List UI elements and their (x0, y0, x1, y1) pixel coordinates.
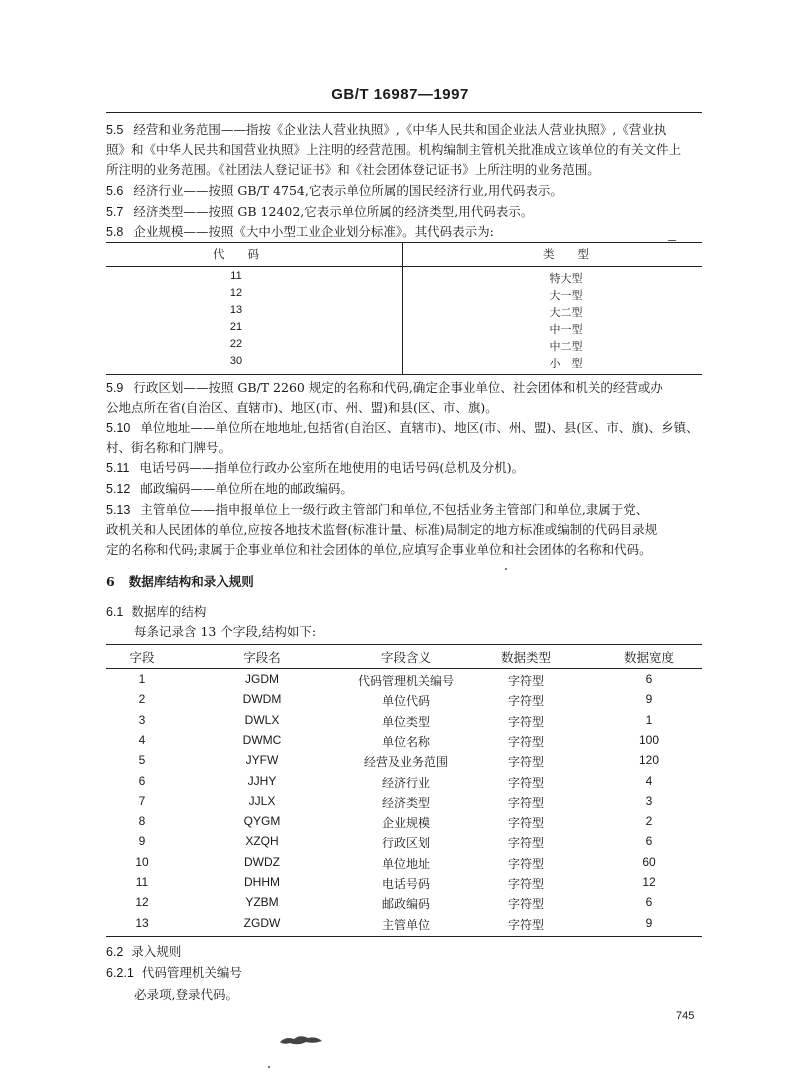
table-header-field-name: 字段名 (243, 651, 281, 665)
table-cell: JGDM (245, 672, 279, 686)
table-row (106, 875, 702, 895)
table-cell: JYFW (245, 753, 279, 768)
table-cell: DWDZ (244, 854, 280, 869)
subsection-title: 代码管理机关编号 (141, 965, 242, 980)
table-header-data-width: 数据宽度 (623, 651, 674, 665)
clause-text-line: 照》和《中华人民共和国营业执照》上注明的经营范围。机构编制主管机关批准成立该单位的有关文件上 (106, 142, 682, 157)
clause-text-line: 企业规模——按照《大中小型工业企业划分标准》。其代码表示为: (133, 224, 494, 239)
table-cell: 1 (645, 712, 653, 727)
table-row (106, 916, 702, 936)
clause-text-line: 村、街名称和门牌号。 (106, 440, 232, 455)
page-number: 745 (676, 1010, 695, 1022)
clause-5-10 (106, 418, 710, 458)
table-cell: 中一型 (549, 323, 583, 336)
table-row (106, 895, 702, 915)
clause-text-line: 行政区划——按照 GB/T 2260 规定的名称和代码,确定企事业单位、社会团体和机关的经营或办 (133, 380, 663, 395)
table-cell: 企业规模 (381, 816, 430, 831)
fields-intro-text: 每条记录含 13 个字段,结构如下: (134, 624, 317, 639)
table-row (106, 355, 702, 373)
clause-text-line: 邮政编码——单位所在地的邮政编码。 (140, 481, 353, 496)
table-cell: 4 (138, 732, 146, 747)
table-row (106, 794, 702, 814)
table-cell: YZBM (245, 895, 279, 910)
table-cell: 100 (638, 732, 660, 747)
table-cell: 6 (138, 773, 146, 788)
clause-number: 5.6 (106, 184, 124, 198)
table-cell: 字符型 (507, 836, 544, 851)
clause-text-line: 经济类型——按照 GB 12402,它表示单位所属的经济类型,用代码表示。 (133, 204, 534, 219)
table-cell: 2 (645, 814, 653, 829)
table-row (106, 692, 702, 712)
clause-text-line: 电话号码——指单位行政办公室所在地使用的电话号码(总机及分机)。 (139, 460, 525, 475)
table-cell: QYGM (243, 814, 281, 829)
table-cell: 经济行业 (381, 775, 430, 790)
table-cell: 6 (645, 672, 653, 686)
table-rule (106, 374, 702, 375)
table-rule (106, 668, 702, 669)
table-cell: 小 型 (549, 357, 583, 370)
section-title: 数据库结构和录入规则 (128, 574, 254, 589)
table-cell: JJLX (248, 793, 276, 808)
table-cell: 10 (135, 854, 149, 869)
scan-speck (505, 568, 507, 570)
clause-number: 5.8 (106, 225, 124, 239)
table-row (106, 304, 702, 322)
clause-text-line: 所注明的业务范围。《社团法人登记证书》和《社会团体登记证书》上所注明的业务范围。 (106, 162, 600, 177)
table-cell: 字符型 (507, 674, 544, 688)
table-cell: ZGDW (243, 915, 281, 930)
ink-blot-mark (276, 1030, 326, 1048)
subsection-title: 录入规则 (131, 944, 182, 959)
subsection-title: 数据库的结构 (131, 604, 207, 619)
scan-speck (668, 240, 676, 241)
table-header-data-type: 数据类型 (500, 650, 551, 665)
table-cell: 12 (229, 287, 243, 299)
clause-number: 5.13 (106, 503, 131, 517)
table-cell: 单位地址 (381, 856, 430, 871)
table-cell: 13 (135, 915, 149, 930)
clause-text-line: 经营和业务范围——指按《企业法人营业执照》,《中华人民共和国企业法人营业执照》,《营业执 (133, 122, 667, 137)
clause-text-line: 定的名称和代码;隶属于企事业单位和社会团体的单位,应填写企事业单位和社会团体的名称和代码。 (106, 542, 652, 557)
table-cell: 6 (645, 895, 653, 910)
table-cell: 22 (229, 338, 243, 350)
clause-5-9 (106, 378, 710, 418)
table-cell: 4 (645, 773, 653, 788)
table-cell: 中二型 (549, 340, 583, 353)
table-cell: 代码管理机关编号 (357, 674, 454, 688)
table-cell: 7 (138, 793, 146, 808)
table-rule (106, 266, 702, 267)
table-row (106, 855, 702, 875)
table-rule (106, 242, 702, 243)
clause-text-line: 公地点所在省(自治区、直辖市)、地区(市、州、盟)和县(区、市、旗)。 (106, 400, 498, 415)
table-row (106, 338, 702, 356)
table-cell: 13 (229, 304, 243, 316)
table-row (106, 270, 702, 288)
clause-text-line: 经济行业——按照 GB/T 4754,它表示单位所属的国民经济行业,用代码表示。 (133, 183, 563, 198)
table-cell: 11 (230, 270, 242, 282)
table-cell: 邮政编码 (381, 897, 430, 912)
table-cell: 21 (229, 321, 243, 333)
clause-5-5 (106, 120, 710, 180)
table-cell: 电话号码 (381, 877, 430, 891)
clause-5-12 (106, 479, 710, 499)
table-cell: 30 (229, 355, 243, 367)
table-cell: 字符型 (507, 816, 544, 831)
section-6-heading (106, 572, 254, 590)
table-cell: XZQH (245, 834, 279, 849)
clause-5-7 (106, 202, 710, 222)
clause-number: 5.10 (106, 421, 131, 435)
table-row (106, 774, 702, 794)
table-cell: 字符型 (507, 897, 544, 912)
table-cell: 9 (645, 915, 653, 930)
clause-5-11 (106, 458, 710, 478)
header-rule (106, 112, 702, 113)
table-rule (106, 644, 702, 645)
table-cell: 12 (135, 895, 149, 910)
table-cell: 11 (135, 875, 149, 889)
table-cell: 5 (138, 753, 146, 768)
clause-5-13 (106, 500, 710, 560)
clause-5-6 (106, 181, 710, 201)
table-cell: 3 (645, 793, 653, 808)
table-row (106, 713, 702, 733)
table-header-code: 代 码 (213, 247, 259, 261)
standard-number-header: GB/T 16987—1997 (331, 86, 469, 103)
table-cell: 字符型 (507, 734, 544, 749)
subsection-6-1-heading (106, 602, 206, 620)
table-cell: 3 (138, 712, 146, 727)
table-header-field: 字段 (129, 651, 155, 665)
table-cell: 12 (642, 875, 656, 889)
clause-number: 5.7 (106, 205, 124, 219)
table-row (106, 753, 702, 773)
table-cell: 大一型 (549, 289, 583, 302)
table-cell: 特大型 (549, 272, 583, 285)
table-cell: 2 (138, 692, 146, 707)
table-cell: 字符型 (507, 714, 544, 729)
table-row (106, 814, 702, 834)
table-cell: 60 (642, 854, 656, 869)
table-header-field-meaning: 字段含义 (380, 650, 431, 665)
clause-5-8 (106, 222, 710, 242)
table-cell: 字符型 (507, 775, 544, 790)
table-cell: 字符型 (507, 856, 544, 871)
table-row (106, 287, 702, 305)
table-cell: DWMC (242, 732, 282, 747)
table-cell: DWLX (244, 712, 280, 727)
table-cell: 字符型 (507, 755, 544, 770)
rule-6-2-1-text: 必录项,登录代码。 (134, 987, 238, 1002)
table-cell: 单位类型 (381, 714, 430, 729)
table-cell: 行政区划 (381, 836, 430, 851)
table-cell: 字符型 (507, 877, 544, 891)
subsection-number: 6.2 (106, 945, 124, 959)
subsection-number: 6.2.1 (106, 966, 134, 980)
table-cell: DWDM (242, 692, 282, 707)
clause-number: 5.11 (106, 461, 130, 475)
clause-text-line: 政机关和人民团体的单位,应按各地技术监督(标准计量、标准)局制定的地方标准或编制的代码目录规 (106, 522, 658, 537)
table-row (106, 321, 702, 339)
table-cell: 字符型 (507, 795, 544, 810)
table-cell: 经营及业务范围 (363, 755, 448, 770)
subsection-6-2-1-heading (106, 963, 242, 981)
table-cell: 8 (138, 814, 146, 829)
table-cell: 经济类型 (381, 795, 430, 810)
section-number: 6 (106, 574, 115, 589)
scan-speck (268, 1066, 270, 1068)
table-cell: 1 (138, 672, 146, 686)
clause-number: 5.9 (106, 381, 124, 395)
clause-text-line: 主管单位——指申报单位上一级行政主管部门和单位,不包括业务主管部门和单位,隶属于党、 (140, 502, 649, 517)
table-cell: 字符型 (507, 917, 544, 932)
table-cell: 单位名称 (381, 734, 430, 749)
subsection-6-2-heading (106, 942, 181, 960)
subsection-number: 6.1 (106, 605, 124, 619)
table-cell: 9 (645, 692, 653, 707)
table-header-type: 类 型 (543, 247, 589, 261)
table-row (106, 672, 702, 692)
table-cell: DHHM (244, 875, 280, 889)
table-cell: 9 (138, 834, 146, 849)
table-cell: 主管单位 (381, 917, 430, 932)
clause-text-line: 单位地址——单位所在地地址,包括省(自治区、直辖市)、地区(市、州、盟)、县(区、市、旗)、乡镇、 (140, 420, 699, 435)
table-cell: 大二型 (549, 306, 583, 319)
clause-number: 5.12 (106, 482, 131, 496)
clause-number: 5.5 (106, 123, 124, 137)
table-cell: 6 (645, 834, 653, 849)
table-cell: 120 (638, 753, 660, 768)
table-cell: 单位代码 (381, 694, 430, 709)
table-row (106, 834, 702, 854)
table-row (106, 733, 702, 753)
table-cell: 字符型 (507, 694, 544, 709)
table-cell: JJHY (247, 773, 277, 788)
table-rule (106, 936, 702, 937)
